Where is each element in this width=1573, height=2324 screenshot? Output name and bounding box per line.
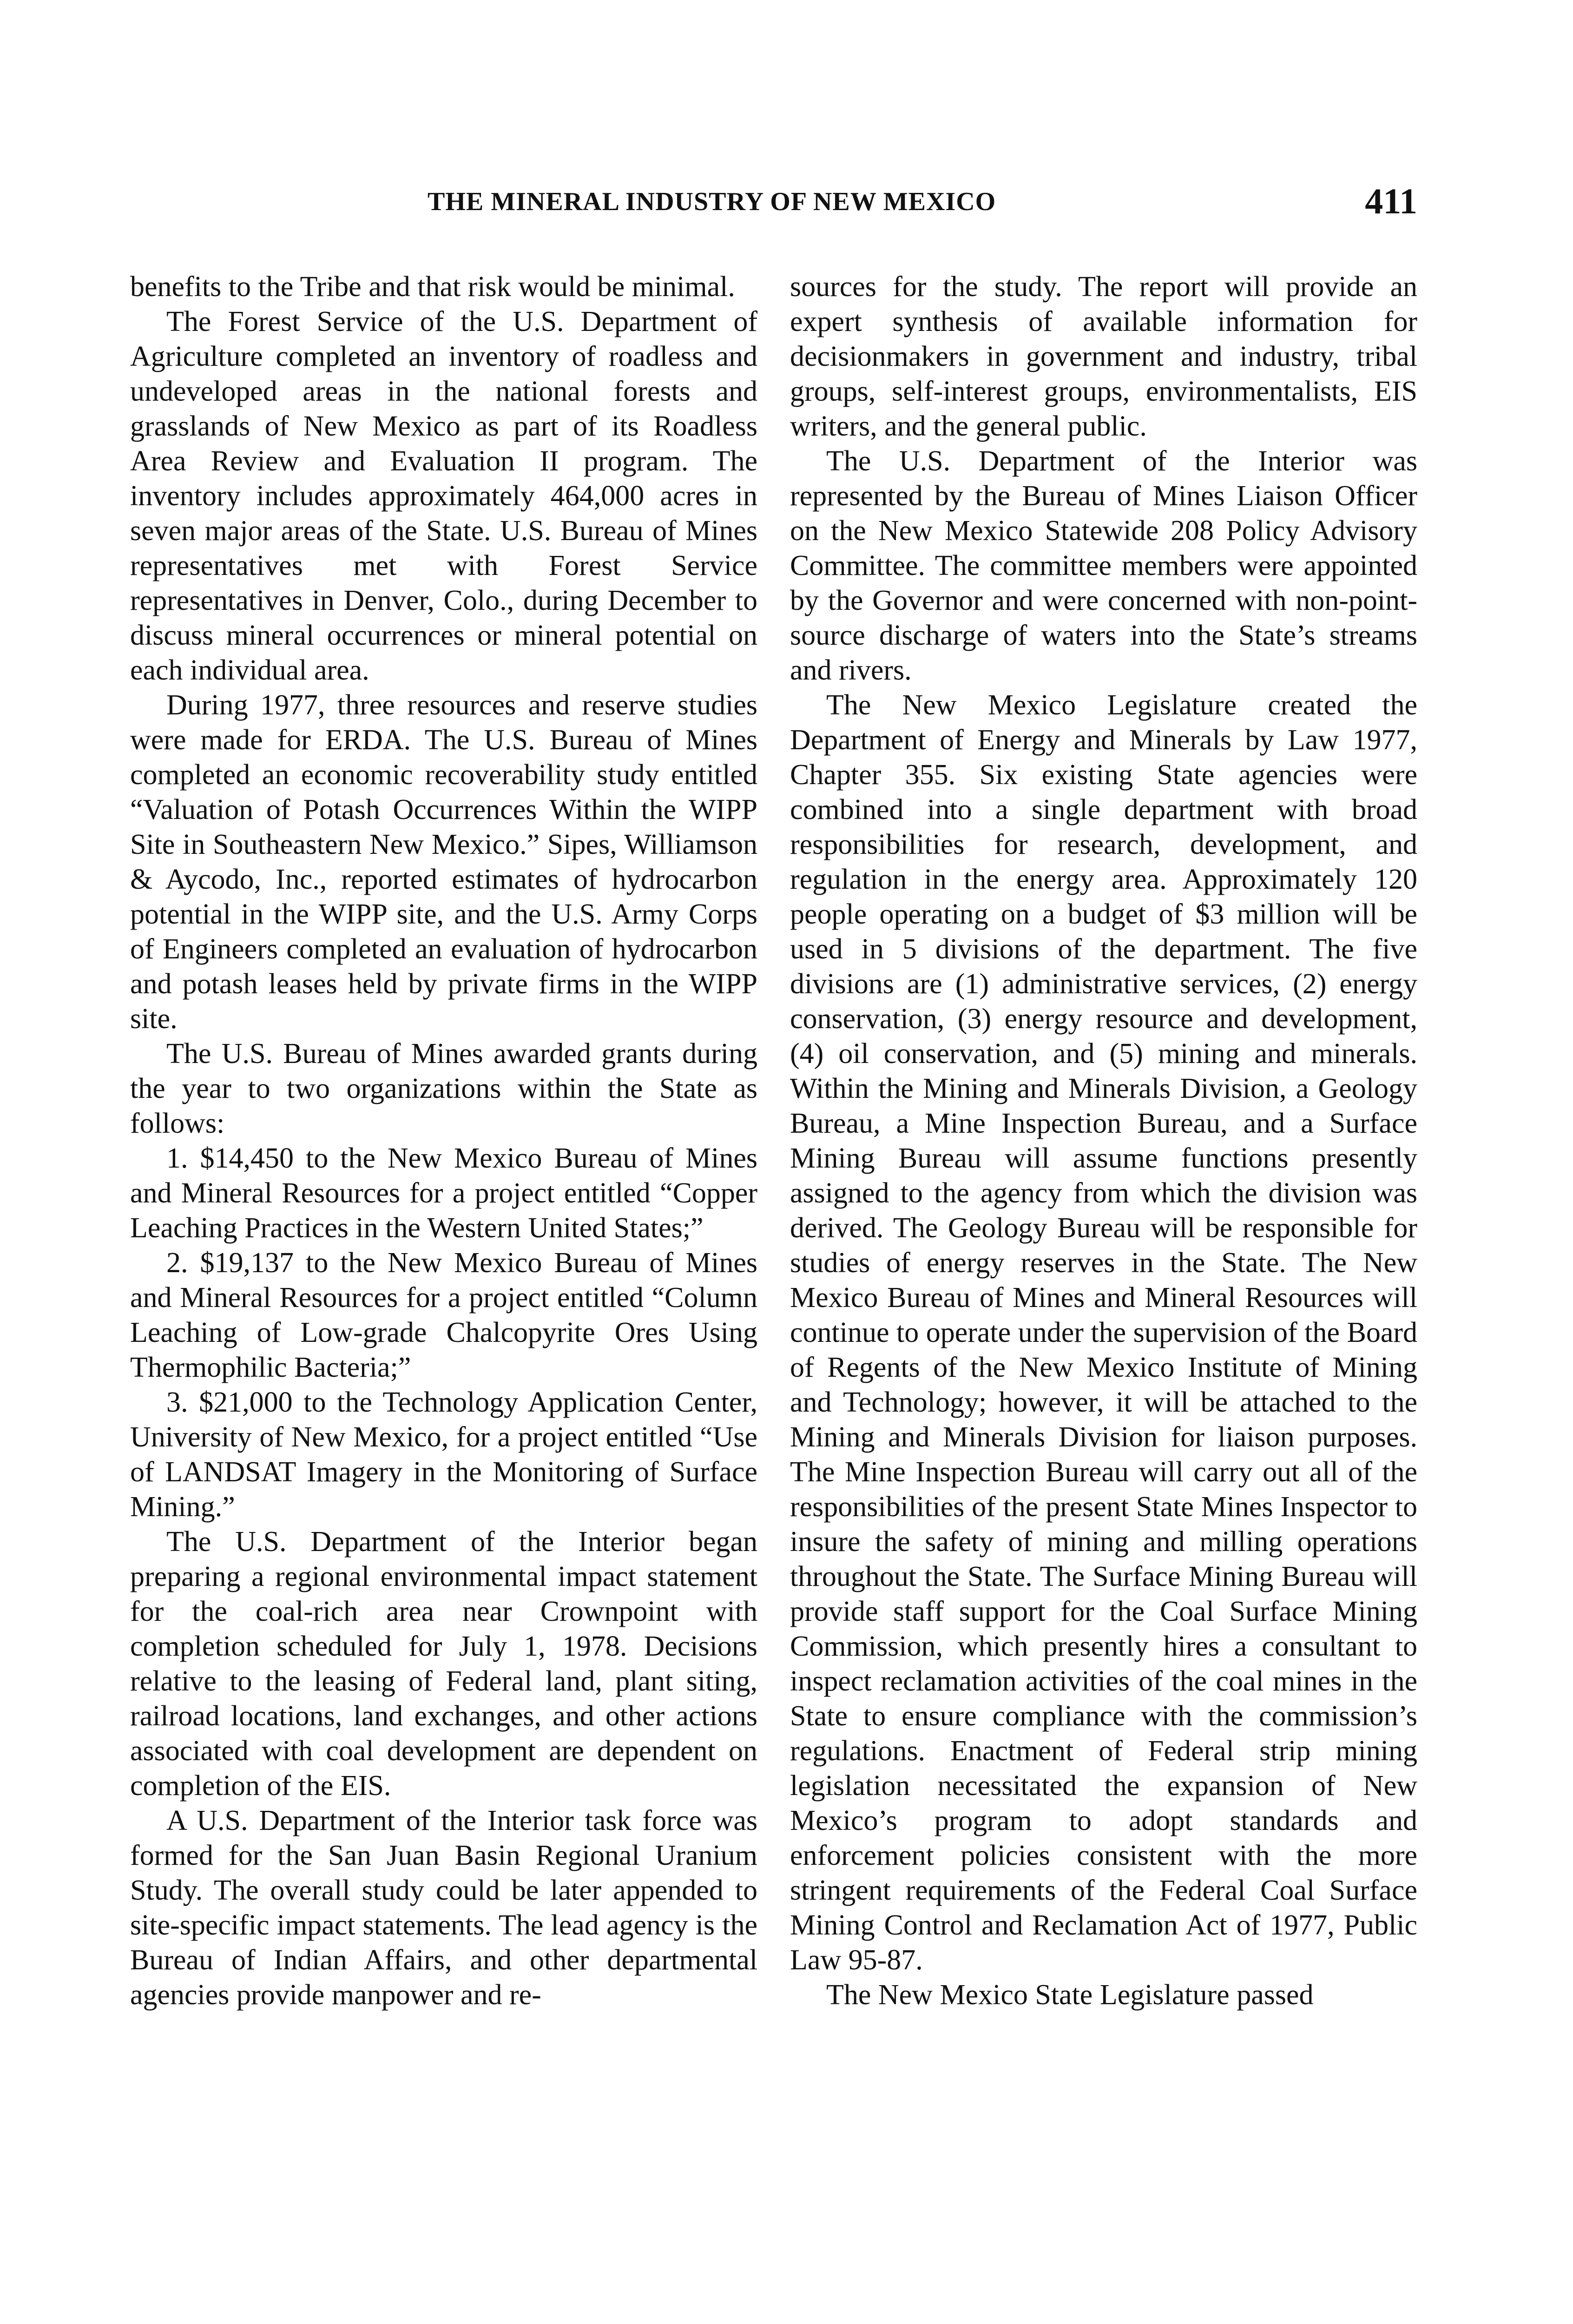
page-number: 411: [1365, 181, 1417, 221]
list-item: 1. $14,450 to the New Mexico Bureau of Mines and Mineral Resources for a project entitled “Copper Leaching Practices in the Western United States;”: [130, 1142, 757, 1244]
page-header: [130, 177, 1417, 228]
paragraph: A U.S. Department of the Interior task force was formed for the San Juan Basin Regional Uranium Study. The overall study could be later appended to site-specific impact statements. The lead agency is the Bureau of Indian Affairs, and other departmental agencies provide manpower and re-: [130, 1805, 757, 2011]
paragraph: The Forest Service of the U.S. Department of Agriculture completed an inventory of roadless and undeveloped areas in the national forests and grasslands of New Mexico as part of its Roadless Area Review and Evaluation II program. The inventory includes approximately 464,000 acres in seven major areas of the State. U.S. Bureau of Mines representatives met with Forest Service representatives in Denver, Colo., during December to discuss mineral occurrences or mineral potential on each individual area.: [130, 306, 757, 686]
left-column: [130, 270, 757, 2013]
paragraph: sources for the study. The report will provide an expert synthesis of available information for decisionmakers in government and industry, tribal groups, self-interest groups, environmentalists, EIS writers, and the general public.: [790, 271, 1417, 442]
paragraph: benefits to the Tribe and that risk would be minimal.: [130, 271, 735, 303]
running-title: THE MINERAL INDUSTRY OF NEW MEXICO: [428, 187, 996, 216]
paragraph: The U.S. Bureau of Mines awarded grants during the year to two organizations within the State as follows:: [130, 1038, 757, 1139]
paragraph: The New Mexico State Legislature passed: [826, 1979, 1314, 2011]
right-column: [790, 270, 1417, 2013]
paragraph: The U.S. Department of the Interior began preparing a regional environmental impact statement for the coal-rich area near Crownpoint with completion scheduled for July 1, 1978. Decisions relative to the leasing of Federal land, plant siting, railroad locations, land exchanges, and other actions associated with coal development are dependent on completion of the EIS.: [130, 1526, 757, 1802]
paragraph: The U.S. Department of the Interior was represented by the Bureau of Mines Liaison Officer on the New Mexico Statewide 208 Policy Advisory Committee. The committee members were appointed by the Governor and were concerned with non-point-source discharge of waters into the State’s streams and rivers.: [790, 445, 1417, 686]
list-item: 2. $19,137 to the New Mexico Bureau of Mines and Mineral Resources for a project entitled “Column Leaching of Low-grade Chalcopyrite Ores Using Thermophilic Bacteria;”: [130, 1247, 757, 1383]
paragraph: During 1977, three resources and reserve studies were made for ERDA. The U.S. Bureau of Mines completed an economic recoverability study entitled “Valuation of Potash Occurrences Within the WIPP Site in Southeastern New Mexico.” Sipes, Williamson & Aycodo, Inc., reported estimates of hydrocarbon potential in the WIPP site, and the U.S. Army Corps of Engineers completed an evaluation of hydrocarbon and potash leases held by private firms in the WIPP site.: [130, 689, 757, 1035]
paragraph: The New Mexico Legislature created the Department of Energy and Minerals by Law 1977, Chapter 355. Six existing State agencies were combined into a single department with broad responsibilities for research, development, and regulation in the energy area. Approximately 120 people operating on a budget of $3 million will be used in 5 divisions of the department. The five divisions are (1) administrative services, (2) energy conservation, (3) energy resource and development, (4) oil conservation, and (5) mining and minerals. Within the Mining and Minerals Division, a Geology Bureau, a Mine Inspection Bureau, and a Surface Mining Bureau will assume functions presently assigned to the agency from which the division was derived. The Geology Bureau will be responsible for studies of energy reserves in the State. The New Mexico Bureau of Mines and Mineral Resources will continue to operate under the supervision of the Board of Regents of the New Mexico Institute of Mining and Technology; however, it will be attached to the Mining and Minerals Division for liaison purposes. The Mine Inspection Bureau will carry out all of the responsibilities of the present State Mines Inspector to insure the safety of mining and milling operations throughout the State. The Surface Mining Bureau will provide staff support for the Coal Surface Mining Commission, which presently hires a consultant to inspect reclamation activities of the coal mines in the State to ensure compliance with the commission’s regulations. Enactment of Federal strip mining legislation necessitated the expansion of New Mexico’s program to adopt standards and enforcement policies consistent with the more stringent requirements of the Federal Coal Surface Mining Control and Reclamation Act of 1977, Public Law 95-87.: [790, 689, 1417, 1976]
list-item: 3. $21,000 to the Technology Application Center, University of New Mexico, for a project entitled “Use of LANDSAT Imagery in the Monitoring of Surface Mining.”: [130, 1386, 757, 1523]
